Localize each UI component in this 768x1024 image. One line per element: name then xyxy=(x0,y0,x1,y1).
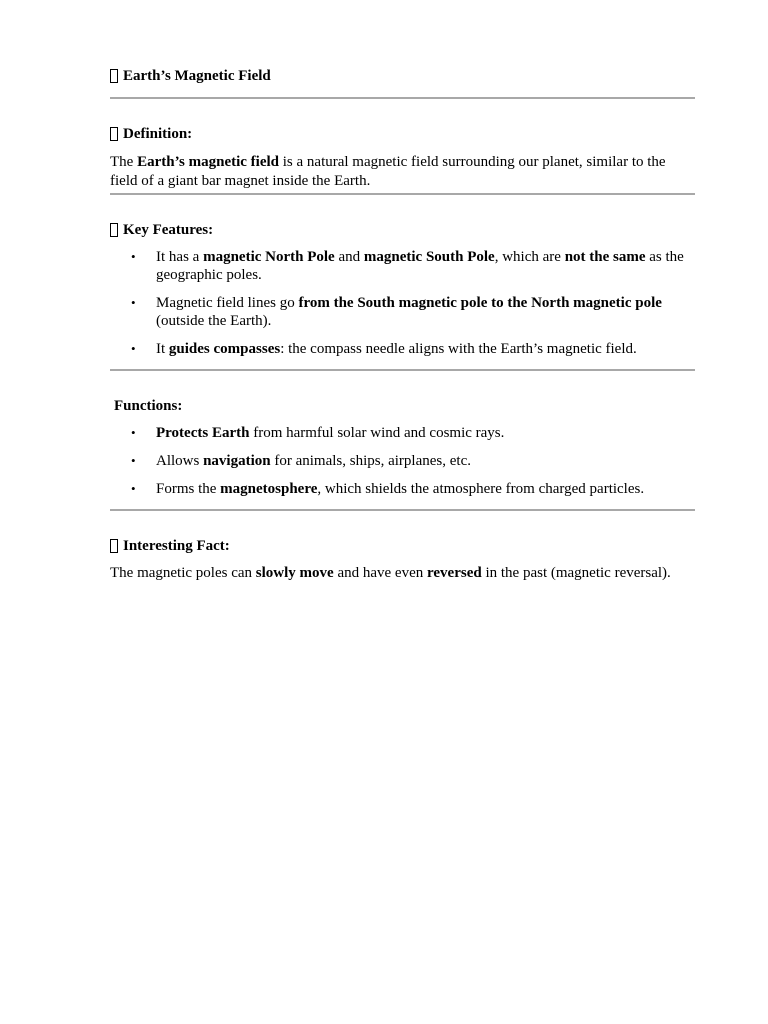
interesting-fact-paragraph xyxy=(110,564,695,583)
list-item-text: It xyxy=(156,341,169,357)
fact-bold: slowly move xyxy=(255,565,334,581)
functions-heading xyxy=(110,396,695,416)
document-title xyxy=(110,66,695,86)
list-item xyxy=(110,480,695,498)
list-item-bold: magnetosphere xyxy=(220,481,318,497)
missing-glyph-icon xyxy=(110,539,118,553)
list-item-text: , which are xyxy=(494,249,565,265)
list-item-bold: navigation xyxy=(203,453,271,469)
definition-paragraph xyxy=(110,153,695,191)
list-item-bold: Protects Earth xyxy=(156,425,250,441)
bullet-icon: • xyxy=(131,249,136,264)
list-item-text: Magnetic field lines go xyxy=(156,295,299,311)
fact-text: in the past (magnetic reversal). xyxy=(481,565,671,581)
list-item-text: It has a xyxy=(156,249,204,265)
list-item xyxy=(110,294,695,330)
definition-term: Earth’s magnetic field xyxy=(137,154,279,170)
definition-text: is a natural magnetic field surrounding our planet, similar to the field of a giant bar magnet inside the Earth. xyxy=(110,154,666,189)
list-item-bold: guides compasses xyxy=(168,341,281,357)
list-item-text: Forms the xyxy=(156,481,221,497)
fact-text: and have even xyxy=(333,565,427,581)
key-features-list xyxy=(110,248,695,358)
definition-heading-text: Definition: xyxy=(123,126,193,142)
list-item xyxy=(110,248,695,284)
functions-list xyxy=(110,424,695,498)
list-item-bold: magnetic North Pole xyxy=(203,249,335,265)
list-item xyxy=(110,340,695,358)
list-item-text: Allows xyxy=(156,453,204,469)
list-item xyxy=(110,452,695,470)
definition-text: The xyxy=(110,154,138,170)
bullet-icon: • xyxy=(131,481,136,496)
list-item-text: from harmful solar wind and cosmic rays. xyxy=(249,425,505,441)
list-item-bold: from the South magnetic pole to the North magnetic pole xyxy=(298,295,662,311)
list-item-text: , which shields the atmosphere from charged particles. xyxy=(317,481,645,497)
document-page xyxy=(110,66,695,583)
definition-heading xyxy=(110,124,695,144)
key-features-heading xyxy=(110,220,695,240)
list-item-bold: not the same xyxy=(564,249,646,265)
missing-glyph-icon xyxy=(110,69,118,83)
list-item-text: : the compass needle aligns with the Earth’s magnetic field. xyxy=(280,341,637,357)
bullet-icon: • xyxy=(131,425,136,440)
functions-heading-text: Functions: xyxy=(114,398,183,414)
bullet-icon: • xyxy=(131,295,136,310)
interesting-fact-heading-text: Interesting Fact: xyxy=(123,538,230,554)
interesting-fact-heading xyxy=(110,536,695,556)
missing-glyph-icon xyxy=(110,223,118,237)
list-item-text: and xyxy=(334,249,364,265)
bullet-icon: • xyxy=(131,453,136,468)
list-item-text: as the geographic poles. xyxy=(156,249,684,283)
missing-glyph-icon xyxy=(110,127,118,141)
list-item-bold: magnetic South Pole xyxy=(363,249,495,265)
list-item xyxy=(110,424,695,442)
document-title-text: Earth’s Magnetic Field xyxy=(123,68,271,84)
fact-bold: reversed xyxy=(427,565,482,581)
list-item-text: (outside the Earth). xyxy=(156,313,272,329)
list-item-text: for animals, ships, airplanes, etc. xyxy=(270,453,471,469)
bullet-icon: • xyxy=(131,341,136,356)
key-features-heading-text: Key Features: xyxy=(123,222,214,238)
fact-text: The magnetic poles can xyxy=(110,565,256,581)
